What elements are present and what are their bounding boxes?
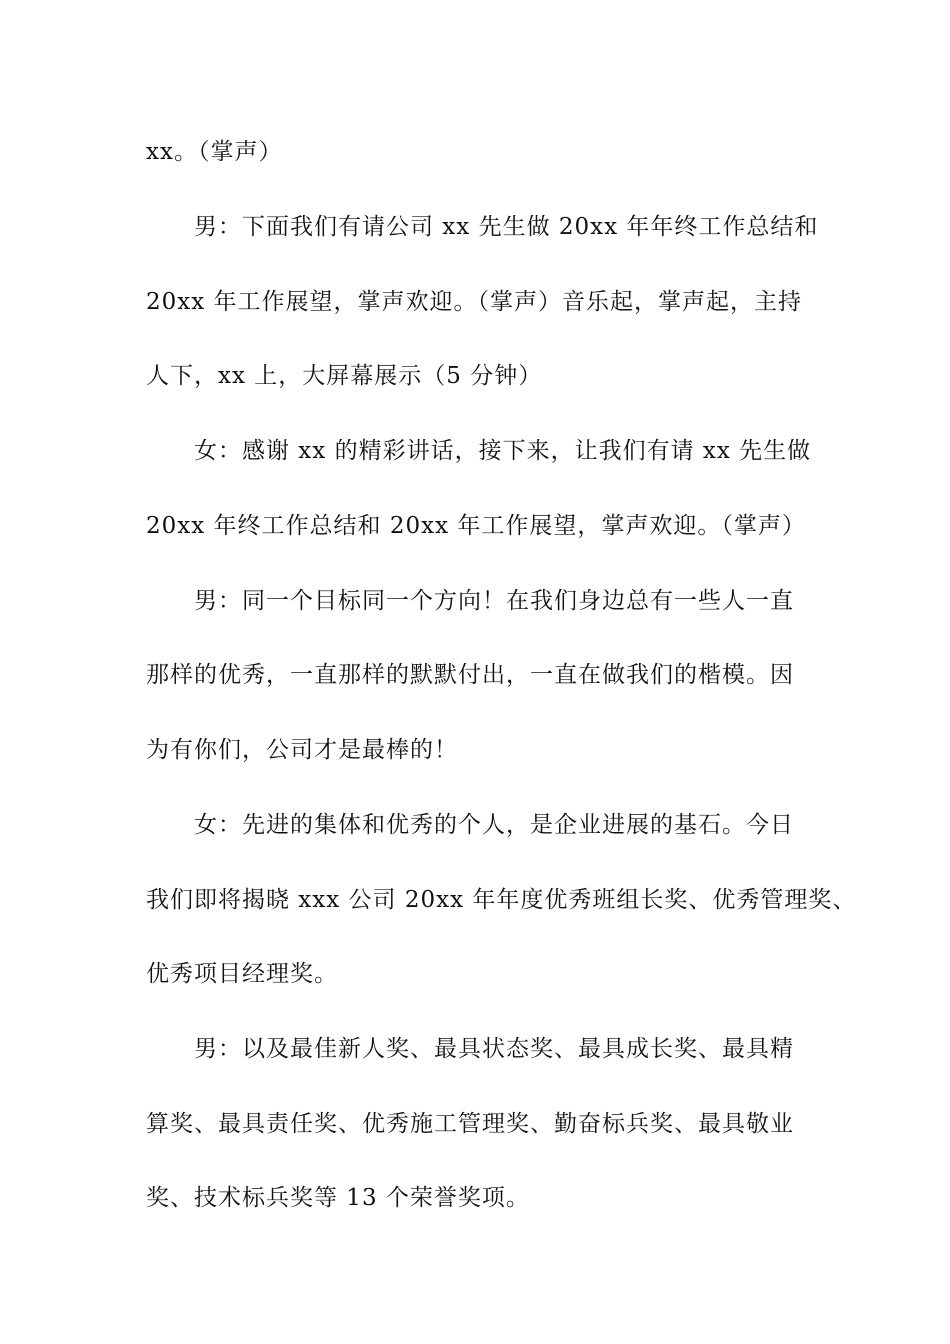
text-line: 奖、技术标兵奖等 13 个荣誉奖项。 [146, 1185, 530, 1211]
text-line: 算奖、最具责任奖、优秀施工管理奖、勤奋标兵奖、最具敬业 [146, 1111, 794, 1137]
text-line: 优秀项目经理奖。 [146, 961, 338, 987]
text-line: 我们即将揭晓 xxx 公司 20xx 年年度优秀班组长奖、优秀管理奖、 [146, 887, 857, 913]
text-line: 20xx 年终工作总结和 20xx 年工作展望，掌声欢迎。（掌声） [146, 513, 806, 539]
text-line: 人下，xx 上，大屏幕展示（5 分钟） [146, 363, 543, 389]
text-line: xx。（掌声） [146, 139, 283, 165]
text-line: 那样的优秀，一直那样的默默付出，一直在做我们的楷模。因 [146, 662, 794, 688]
text-line: 女：感谢 xx 的精彩讲话，接下来，让我们有请 xx 先生做 [194, 438, 812, 464]
text-line: 女：先进的集体和优秀的个人，是企业进展的基石。今日 [194, 812, 794, 838]
text-line: 为有你们，公司才是最棒的！ [146, 737, 458, 763]
text-line: 男：同一个目标同一个方向！在我们身边总有一些人一直 [194, 588, 794, 614]
text-line: 男：以及最佳新人奖、最具状态奖、最具成长奖、最具精 [194, 1036, 794, 1062]
text-line: 男：下面我们有请公司 xx 先生做 20xx 年年终工作总结和 [194, 214, 819, 240]
text-line: 20xx 年工作展望，掌声欢迎。（掌声）音乐起，掌声起，主持 [146, 289, 803, 315]
